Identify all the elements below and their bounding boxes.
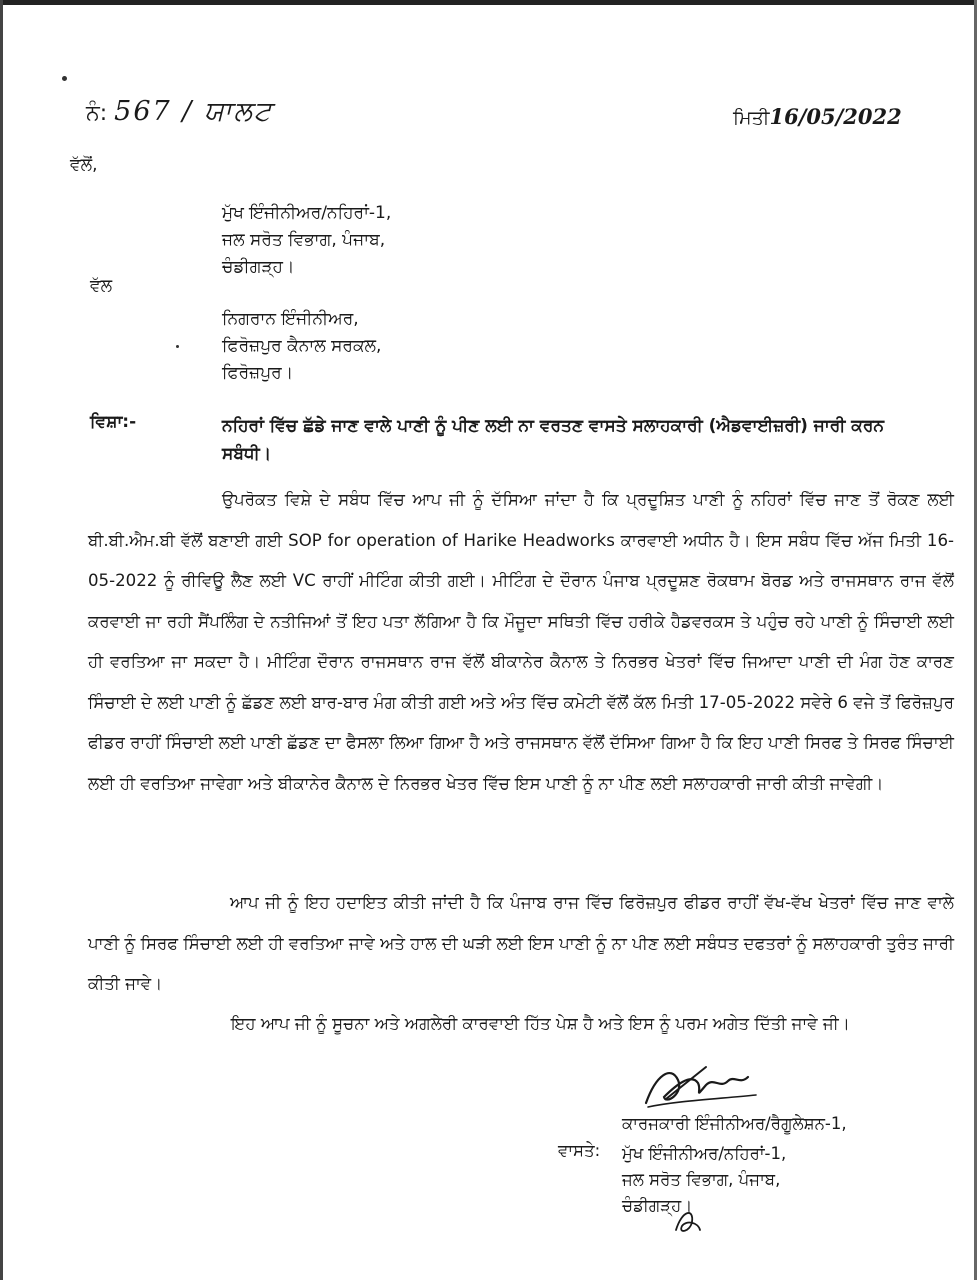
handwritten-signature — [636, 1055, 786, 1115]
sender-address — [222, 200, 391, 281]
date-label: ਮਿਤੀ — [733, 107, 770, 129]
address-line: ਨਿਗਰਾਨ ਇੰਜੀਨੀਅਰ, — [222, 309, 359, 329]
reference-prefix: ਨੰ: — [86, 101, 108, 126]
address-line: ਚੰਡੀਗੜ੍ਹ। — [622, 1196, 693, 1215]
through-label: ਵਾਸਤੇ: — [558, 1141, 601, 1160]
letter-date — [733, 104, 902, 129]
initials-mark — [668, 1200, 708, 1240]
body-paragraph-2: ਆਪ ਜੀ ਨੂੰ ਇਹ ਹਦਾਇਤ ਕੀਤੀ ਜਾਂਦੀ ਹੈ ਕਿ ਪੰਜਾਬ ਰਾਜ ਵਿੱਚ ਫਿਰੋਜ਼ਪੁਰ ਫੀਡਰ ਰਾਹੀਂ ਵੱਖ-ਵੱਖ ਖੇਤਰਾਂ ਵਿੱਚ ਜਾਣ ਵਾਲੇ ਪਾਣੀ ਨੂੰ ਸਿਰਫ ਸਿੰਚਾਈ ਲਈ ਹੀ ਵਰਤਿਆ ਜਾਵੇ ਅਤੇ ਹਾਲ ਦੀ ਘੜੀ ਲਈ ਇਸ ਪਾਣੀ ਨੂੰ ਨਾ ਪੀਣ ਲਈ ਸਬੰਧਤ ਦਫਤਰਾਂ ਨੂੰ ਸਲਾਹਕਾਰੀ ਤੁਰੰਤ ਜਾਰੀ ਕੀਤੀ ਜਾਵੇ। — [88, 893, 954, 993]
reference-number — [86, 96, 273, 128]
scan-speck — [62, 76, 67, 81]
date-value: 16/05/2022 — [769, 104, 902, 129]
body-paragraph-1: ਉਪਰੋਕਤ ਵਿਸ਼ੇ ਦੇ ਸਬੰਧ ਵਿੱਚ ਆਪ ਜੀ ਨੂੰ ਦੱਸਿਆ ਜਾਂਦਾ ਹੈ ਕਿ ਪ੍ਰਦੂਸ਼ਿਤ ਪਾਣੀ ਨੂੰ ਨਹਿਰਾਂ ਵਿੱਚ ਜਾਣ ਤੋਂ ਰੋਕਣ ਲਈ ਬੀ.ਬੀ.ਐਮ.ਬੀ ਵੱਲੋਂ ਬਣਾਈ ਗਈ SOP for operation of Harike Headworks ਕਾਰਵਾਈ ਅਧੀਨ ਹੈ। ਇਸ ਸਬੰਧ ਵਿੱਚ ਅੱਜ ਮਿਤੀ 16-05-2022 ਨੂੰ ਰੀਵਿਊ ਲੈਣ ਲਈ VC ਰਾਹੀਂ ਮੀਟਿੰਗ ਕੀਤੀ ਗਈ। ਮੀਟਿੰਗ ਦੇ ਦੌਰਾਨ ਪੰਜਾਬ ਪ੍ਰਦੂਸ਼ਣ ਰੋਕਥਾਮ ਬੋਰਡ ਅਤੇ ਰਾਜਸਥਾਨ ਰਾਜ ਵੱਲੋਂ ਕਰਵਾਈ ਜਾ ਰਹੀ ਸੈਂਪਲਿੰਗ ਦੇ ਨਤੀਜਿਆਂ ਤੋਂ ਇਹ ਪਤਾ ਲੱਗਿਆ ਹੈ ਕਿ ਮੌਜੂਦਾ ਸਥਿਤੀ ਵਿੱਚ ਹਰੀਕੇ ਹੈਡਵਰਕਸ ਤੇ ਪਹੁੰਚ ਰਹੇ ਪਾਣੀ ਨੂੰ ਸਿੰਚਾਈ ਲਈ ਹੀ ਵਰਤਿਆ ਜਾ ਸਕਦਾ ਹੈ। ਮੀਟਿੰਗ ਦੌਰਾਨ ਰਾਜਸਥਾਨ ਰਾਜ ਵੱਲੋਂ ਬੀਕਾਨੇਰ ਕੈਨਾਲ ਤੇ ਨਿਰਭਰ ਖੇਤਰਾਂ ਵਿੱਚ ਜਿਆਦਾ ਪਾਣੀ ਦੀ ਮੰਗ ਹੋਣ ਕਾਰਣ ਸਿੰਚਾਈ ਦੇ ਲਈ ਪਾਣੀ ਨੂੰ ਛੱਡਣ ਲਈ ਬਾਰ-ਬਾਰ ਮੰਗ ਕੀਤੀ ਗਈ ਅਤੇ ਅੰਤ ਵਿੱਚ ਕਮੇਟੀ ਵੱਲੋਂ ਕੱਲ ਮਿਤੀ 17-05-2022 ਸਵੇਰੇ 6 ਵਜੇ ਤੋਂ ਫਿਰੋਜ਼ਪੁਰ ਫੀਡਰ ਰਾਹੀਂ ਸਿੰਚਾਈ ਲਈ ਪਾਣੀ ਛੱਡਣ ਦਾ ਫੈਸਲਾ ਲਿਆ ਗਿਆ ਹੈ ਅਤੇ ਰਾਜਸਥਾਨ ਵੱਲੋਂ ਦੱਸਿਆ ਗਿਆ ਹੈ ਕਿ ਇਹ ਪਾਣੀ ਸਿਰਫ ਤੇ ਸਿਰਫ ਸਿੰਚਾਈ ਲਈ ਹੀ ਵਰਤਿਆ ਜਾਵੇਗਾ ਅਤੇ ਬੀਕਾਨੇਰ ਕੈਨਾਲ ਦੇ ਨਿਰਭਰ ਖੇਤਰ ਵਿੱਚ ਇਸ ਪਾਣੀ ਨੂੰ ਨਾ ਪੀਣ ਲਈ ਸਲਾਹਕਾਰੀ ਜਾਰੀ ਕੀਤੀ ਜਾਵੇਗੀ। — [88, 490, 954, 793]
subject-text: ਨਹਿਰਾਂ ਵਿੱਚ ਛੱਡੇ ਜਾਣ ਵਾਲੇ ਪਾਣੀ ਨੂੰ ਪੀਣ ਲਈ ਨਾ ਵਰਤਣ ਵਾਸਤੇ ਸਲਾਹਕਾਰੀ (ਐਡਵਾਈਜ਼ਰੀ) ਜਾਰੀ ਕਰਨ ਸਬੰਧੀ। — [222, 416, 885, 464]
address-line: ਜਲ ਸਰੋਤ ਵਿਭਾਗ, ਪੰਜਾਬ, — [222, 230, 386, 250]
address-line: ਜਲ ਸਰੋਤ ਵਿਭਾਗ, ਪੰਜਾਬ, — [622, 1170, 781, 1189]
scan-border-left — [0, 0, 3, 1280]
body-paragraph-3: ਇਹ ਆਪ ਜੀ ਨੂੰ ਸੂਚਨਾ ਅਤੇ ਅਗਲੇਰੀ ਕਾਰਵਾਈ ਹਿੱਤ ਪੇਸ਼ ਹੈ ਅਤੇ ਇਸ ਨੂੰ ਪਰਮ ਅਗੇਤ ਦਿੱਤੀ ਜਾਵੇ ਜੀ। — [231, 1014, 850, 1033]
address-line: ਚੰਡੀਗੜ੍ਹ। — [222, 257, 295, 277]
from-label: ਵੱਲੋਂ, — [70, 155, 98, 175]
recipient-address — [222, 306, 381, 387]
scan-border-top — [0, 0, 977, 5]
address-line: ਫਿਰੋਜ਼ਪੁਰ ਕੈਨਾਲ ਸਰਕਲ, — [222, 336, 382, 356]
address-line: ਮੁੱਖ ਇੰਜੀਨੀਅਰ/ਨਹਿਰਾਂ-1, — [222, 203, 392, 223]
to-label: ਵੱਲ — [90, 276, 113, 296]
address-line: ਮੁੱਖ ਇੰਜੀਨੀਅਰ/ਨਹਿਰਾਂ-1, — [622, 1144, 787, 1163]
scan-speck — [176, 345, 179, 348]
address-line: ਫਿਰੋਜ਼ਪੁਰ। — [222, 363, 294, 383]
reference-value: 567 / ਯਾਲਟ — [114, 96, 274, 127]
subject-label: ਵਿਸ਼ਾ:- — [90, 412, 137, 432]
signatory-designation: ਕਾਰਜਕਾਰੀ ਇੰਜੀਨੀਅਰ/ਰੈਗੂਲੇਸ਼ਨ-1, — [622, 1114, 847, 1133]
